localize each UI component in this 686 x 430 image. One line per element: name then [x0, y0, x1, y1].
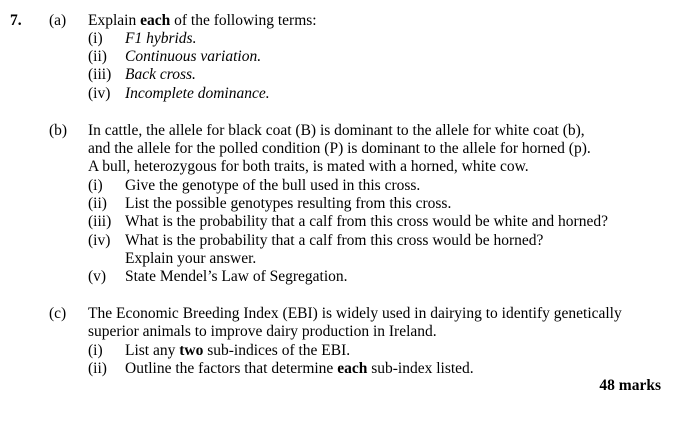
part-b-stem-line: and the allele for the polled condition (P) is dominant to the allele for horned (p). [88, 140, 591, 157]
part-a-term: Back cross. [125, 66, 196, 83]
part-b-item-text: State Mendel’s Law of Segregation. [125, 268, 348, 285]
part-b-item-text: Give the genotype of the bull used in this cross. [125, 177, 421, 194]
part-b-item-text: What is the probability that a calf from this cross would be horned? [125, 232, 544, 249]
part-a-item-label: (ii) [88, 48, 107, 65]
question-number: 7. [10, 12, 22, 29]
part-b-stem-line: A bull, heterozygous for both traits, is mated with a horned, white cow. [88, 158, 529, 175]
part-b-item-label: (i) [88, 177, 103, 194]
part-a-intro: Explain each of the following terms: [88, 12, 317, 29]
part-b-item-text: List the possible genotypes resulting from this cross. [125, 195, 452, 212]
part-a-term: F1 hybrids. [125, 30, 197, 47]
part-a-term: Incomplete dominance. [125, 85, 270, 102]
part-a-label: (a) [49, 12, 67, 29]
part-a-item-label: (iv) [88, 85, 111, 102]
part-b-stem-line: In cattle, the allele for black coat (B) is dominant to the allele for white coat (b), [88, 122, 585, 139]
part-a-item-label: (i) [88, 30, 103, 47]
part-c-stem-line: The Economic Breeding Index (EBI) is widely used in dairying to identify genetically [88, 305, 622, 322]
part-b-item-label: (iii) [88, 213, 112, 230]
part-b-item-label: (v) [88, 268, 107, 285]
part-b-item-text: What is the probability that a calf from this cross would be white and horned? [125, 213, 608, 230]
part-c-item-text: Outline the factors that determine each sub-index listed. [125, 360, 474, 377]
part-c-item-label: (i) [88, 342, 103, 359]
part-b-label: (b) [49, 122, 68, 139]
part-b-item-label: (ii) [88, 195, 107, 212]
part-b-item-label: (iv) [88, 232, 111, 249]
part-c-stem-line: superior animals to improve dairy production in Ireland. [88, 323, 437, 340]
marks-total: 48 marks [599, 377, 661, 394]
part-a-item-label: (iii) [88, 66, 112, 83]
part-b-item-continuation: Explain your answer. [125, 250, 257, 267]
part-c-item-label: (ii) [88, 360, 107, 377]
part-a-term: Continuous variation. [125, 48, 262, 65]
part-c-item-text: List any two sub-indices of the EBI. [125, 342, 351, 359]
part-c-label: (c) [49, 305, 67, 322]
